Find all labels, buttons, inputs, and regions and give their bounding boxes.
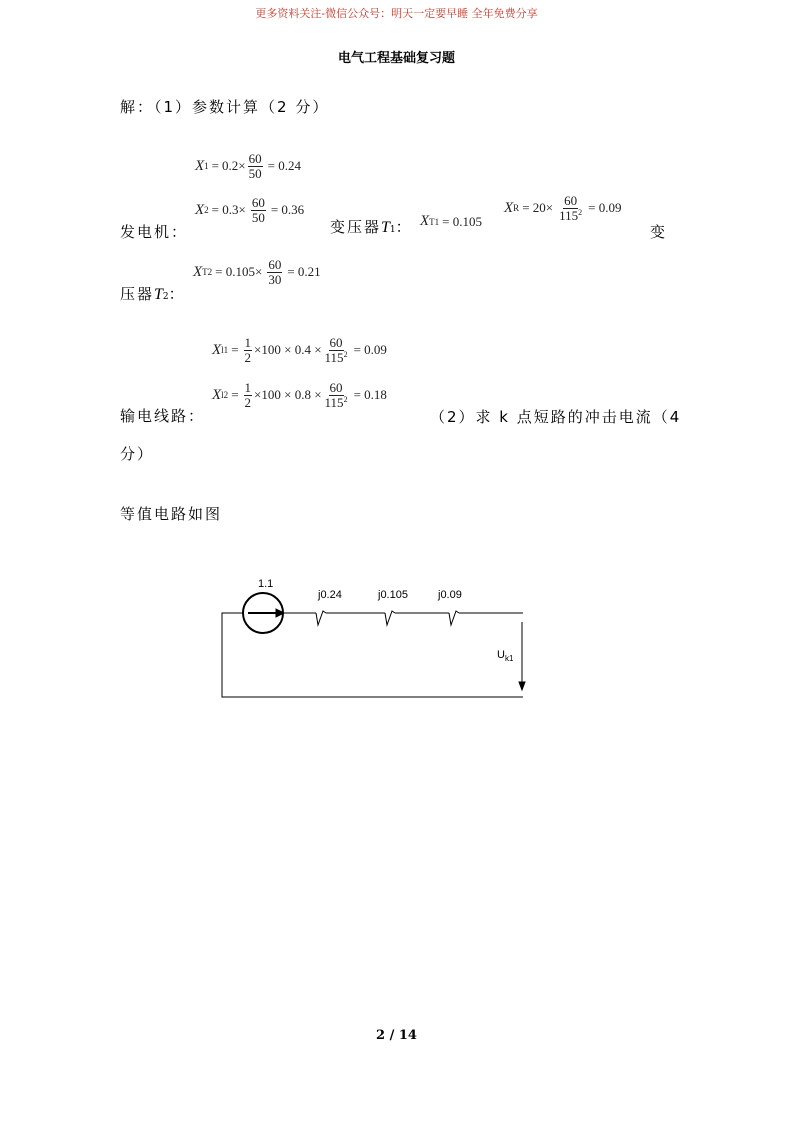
voltage-label: [497, 649, 514, 663]
eq-half-den: 2: [244, 394, 252, 410]
eq-num: 60: [564, 193, 578, 208]
impedance-1-label: j0.24: [318, 589, 342, 601]
generator-label: 发电机：: [120, 223, 189, 241]
transformer2-symbol: T: [154, 286, 163, 303]
eq-sub: T1: [429, 216, 440, 227]
eq-num: 60: [251, 195, 265, 210]
source-voltage-label: 1.1: [258, 578, 274, 590]
eq-half-num: 1: [244, 335, 252, 350]
eq-eq: =: [231, 387, 239, 403]
eq-sub: T2: [202, 267, 213, 278]
eq-result: = 0.09: [353, 342, 387, 358]
eq-coef: = 20×: [522, 200, 554, 216]
impedance-3-symbol: [449, 611, 459, 625]
transformer1-prefix: 变压器: [330, 218, 382, 236]
eq-den: 50: [251, 209, 265, 225]
eq-result: = 0.36: [270, 202, 305, 218]
eq-coef: 0.2×: [222, 158, 246, 174]
voltage-subscript: k1: [504, 654, 514, 663]
transformer2-sub: 2: [162, 292, 169, 302]
transformer2-suffix: ：: [168, 285, 186, 303]
eq-coef: = 0.3×: [211, 202, 246, 218]
eq-num: 60: [329, 380, 343, 395]
eq-num: 60: [248, 151, 262, 166]
equivalent-circuit-caption: 等值电路如图: [120, 505, 223, 523]
part2-heading: （2）求 k 点短路的冲击电流（4: [430, 408, 682, 426]
eq-coef: ×100 × 0.8 ×: [254, 387, 322, 403]
eq-den: 115: [324, 394, 344, 410]
eq-half-den: 2: [244, 349, 252, 365]
eq-var: X: [195, 201, 205, 218]
eq-sub: l1: [221, 345, 229, 356]
line-label: 输电线路：: [120, 407, 206, 425]
equation-x1: X 1 = 0.2× $\frac{60}{50}$ = 0.24: [195, 151, 301, 181]
eq-sub: l2: [221, 390, 229, 401]
impedance-3-label: j0.09: [438, 589, 462, 601]
eq-expr: = 0.105: [442, 213, 483, 229]
eq-den: 115: [559, 207, 579, 223]
part2-continued: 分）: [120, 445, 155, 463]
eq-var: X: [212, 386, 222, 403]
eq-result: = 0.09: [588, 200, 622, 216]
transformer1-suffix: ：: [395, 218, 413, 236]
eq-coef: = 0.105×: [215, 264, 263, 280]
eq-num: 60: [329, 335, 343, 350]
eq-result: = 0.21: [287, 264, 321, 280]
eq-sub: R: [513, 203, 520, 214]
eq-den: 115: [324, 349, 344, 365]
eq-eq: =: [231, 342, 239, 358]
eq-result: = 0.24: [267, 158, 301, 174]
eq-den-sup: 2: [578, 207, 583, 217]
eq-den: 30: [268, 271, 282, 287]
eq-result: = 0.18: [353, 387, 387, 403]
eq-half-num: 1: [244, 380, 252, 395]
eq-var: X: [195, 157, 205, 174]
page-number: 2 / 14: [376, 1028, 417, 1043]
impedance-2-symbol: [385, 611, 395, 625]
eq-var: X: [504, 199, 514, 216]
voltage-symbol: U: [497, 649, 505, 661]
impedance-1-symbol: [316, 611, 326, 625]
eq-coef: ×100 × 0.4 ×: [254, 342, 322, 358]
eq-sub: 1: [204, 161, 209, 172]
eq-var: X: [420, 213, 430, 229]
transformer2-line-end: 变: [650, 223, 668, 241]
transformer1-sub: 1: [389, 225, 396, 235]
eq-den-sup: 2: [343, 394, 348, 404]
solution-heading: 解：（1）参数计算（2 分）: [120, 98, 330, 116]
top-banner: 更多资料关注-微信公众号：明天一定要早睡 全年免费分享: [255, 7, 538, 20]
eq-var: X: [212, 341, 222, 358]
eq-den: 50: [248, 165, 262, 181]
eq-num: 60: [268, 257, 282, 272]
page-title: 电气工程基础复习题: [337, 51, 455, 66]
transformer2-prefix: 压器: [120, 285, 155, 303]
eq-sub: 2: [204, 205, 209, 216]
eq-var: X: [193, 263, 203, 280]
eq-den-sup: 2: [343, 349, 348, 359]
transformer1-symbol: T: [381, 219, 390, 236]
impedance-2-label: j0.105: [378, 589, 408, 601]
